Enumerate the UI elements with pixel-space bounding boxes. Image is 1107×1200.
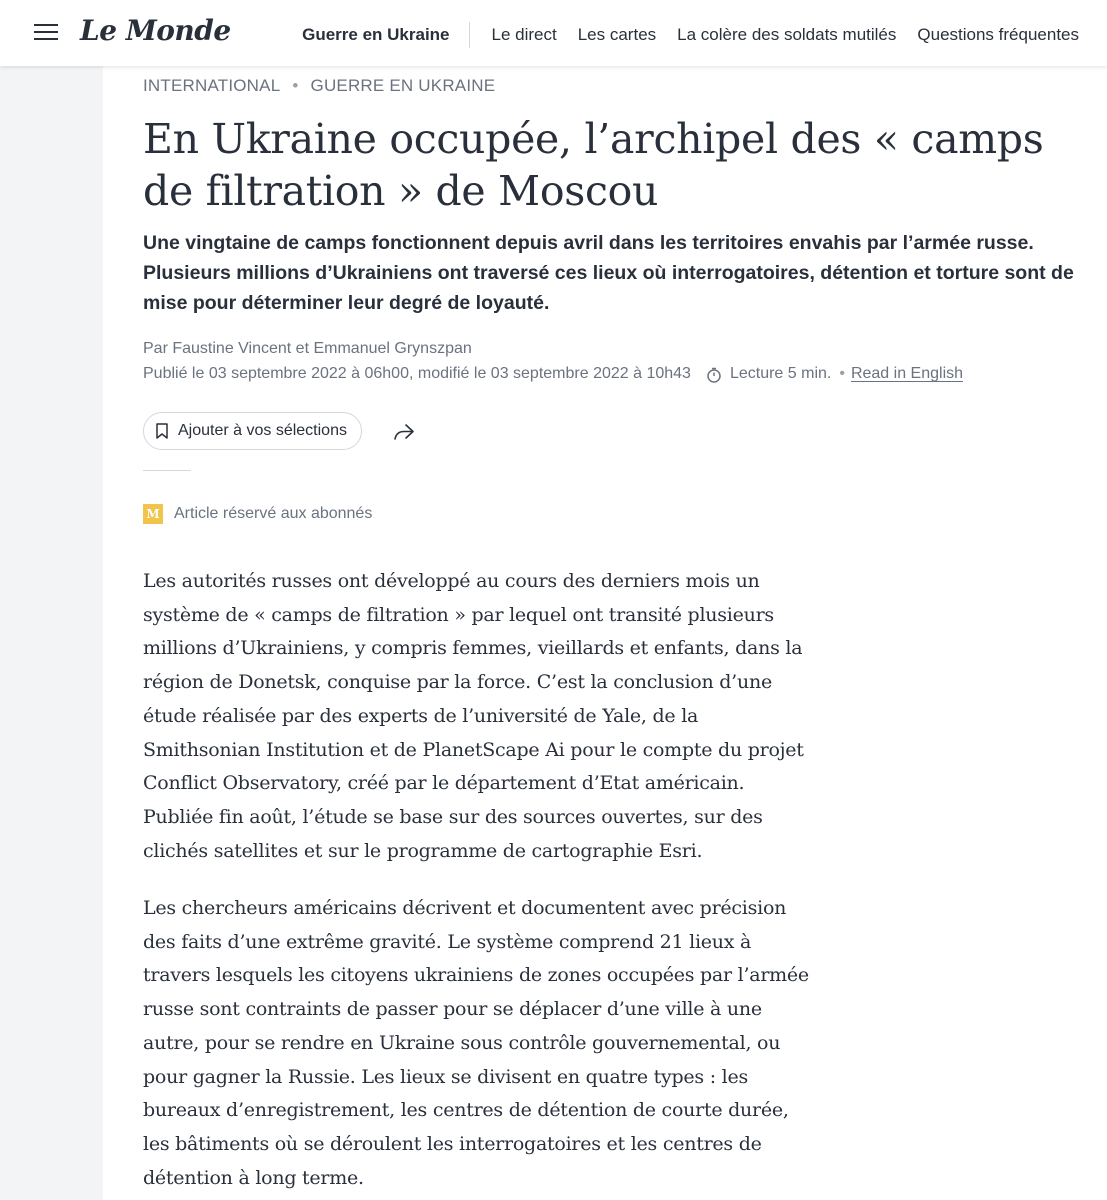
article-title: En Ukraine occupée, l’archipel des « camps de filtration » de Moscou <box>143 115 1044 215</box>
nav-guerre-en-ukraine[interactable]: Guerre en Ukraine <box>302 25 450 44</box>
divider <box>143 470 191 471</box>
breadcrumb-dot: • <box>292 76 299 95</box>
article-description: Une vingtaine de camps fonctionnent depuis avril dans les territoires envahis par l’armée russe. Plusieurs millions d’Ukrainiens ont traversé ces lieux où interrogatoires, détention et torture sont de mise pour déterminer leur degré de loyauté. <box>143 232 1074 314</box>
add-to-selections-label: Ajouter à vos sélections <box>178 422 347 439</box>
article-authors: Par Faustine Vincent et Emmanuel Grynszpan <box>143 340 472 357</box>
nav-les-cartes[interactable]: Les cartes <box>577 25 657 44</box>
breadcrumb-international[interactable]: INTERNATIONAL <box>143 76 281 95</box>
bookmark-icon <box>156 423 168 439</box>
nav-soldats-mutiles[interactable]: La colère des soldats mutilés <box>677 25 897 44</box>
nav-le-direct[interactable]: Le direct <box>491 25 557 44</box>
read-in-english-link[interactable]: Read in English <box>850 365 964 382</box>
article-paragraph: Les autorités russes ont développé au cours des derniers mois un système de « camps de filtration » par lequel ont transité plusieurs millions d’Ukrainiens, y compris femmes, vieillards et enfants, dans la région de Donetsk, conquise par la force. C’est la conclusion d’une étude réalisée par des experts de l’université de Yale, de la Smithsonian Institution et de PlanetScape Ai pour le compte du projet Conflict Observatory, créé par le département d’Etat américain. Publiée fin août, l’étude se base sur des sources ouvertes, sur des clichés satellites et sur le programme de cartographie Esri. <box>143 570 804 862</box>
breadcrumb <box>143 76 495 96</box>
site-header <box>0 0 1107 66</box>
hamburger-menu-icon[interactable] <box>34 24 58 42</box>
le-monde-m-icon: M <box>143 504 163 524</box>
meta-bullet: • <box>839 365 845 382</box>
share-icon[interactable] <box>393 422 415 442</box>
publication-date: Publié le 03 septembre 2022 à 06h00, modifié le 03 septembre 2022 à 10h43 <box>143 365 691 382</box>
nav-questions-frequentes[interactable]: Questions fréquentes <box>917 25 1079 44</box>
article-paragraph: Les chercheurs américains décrivent et documentent avec précision des faits d’une extrême gravité. Le système comprend 21 lieux à travers lesquels les citoyens ukrainiens de zones occupées par l’armée russe sont contraints de passer pour se déplacer d’une ville à une autre, pour se rendre en Ukraine sous contrôle gouvernemental, ou pour gagner la Russie. Les lieux se divisent en quatre types : les bureaux d’enregistrement, les centres de détention de courte durée, les bâtiments où se déroulent les interrogatoires et les centres de détention à long terme. <box>143 897 809 1189</box>
top-nav <box>302 22 1079 48</box>
add-to-selections-button[interactable] <box>143 412 362 450</box>
article-meta <box>143 365 963 383</box>
subscriber-notice <box>143 504 372 524</box>
nav-separator <box>469 22 470 48</box>
site-logo[interactable]: Le Monde <box>80 14 231 47</box>
subscriber-notice-label: Article réservé aux abonnés <box>174 505 373 522</box>
breadcrumb-guerre-en-ukraine[interactable]: GUERRE EN UKRAINE <box>310 76 496 95</box>
reading-time: Lecture 5 min. <box>729 365 832 382</box>
left-gutter <box>0 66 103 1200</box>
stopwatch-icon <box>706 367 722 383</box>
